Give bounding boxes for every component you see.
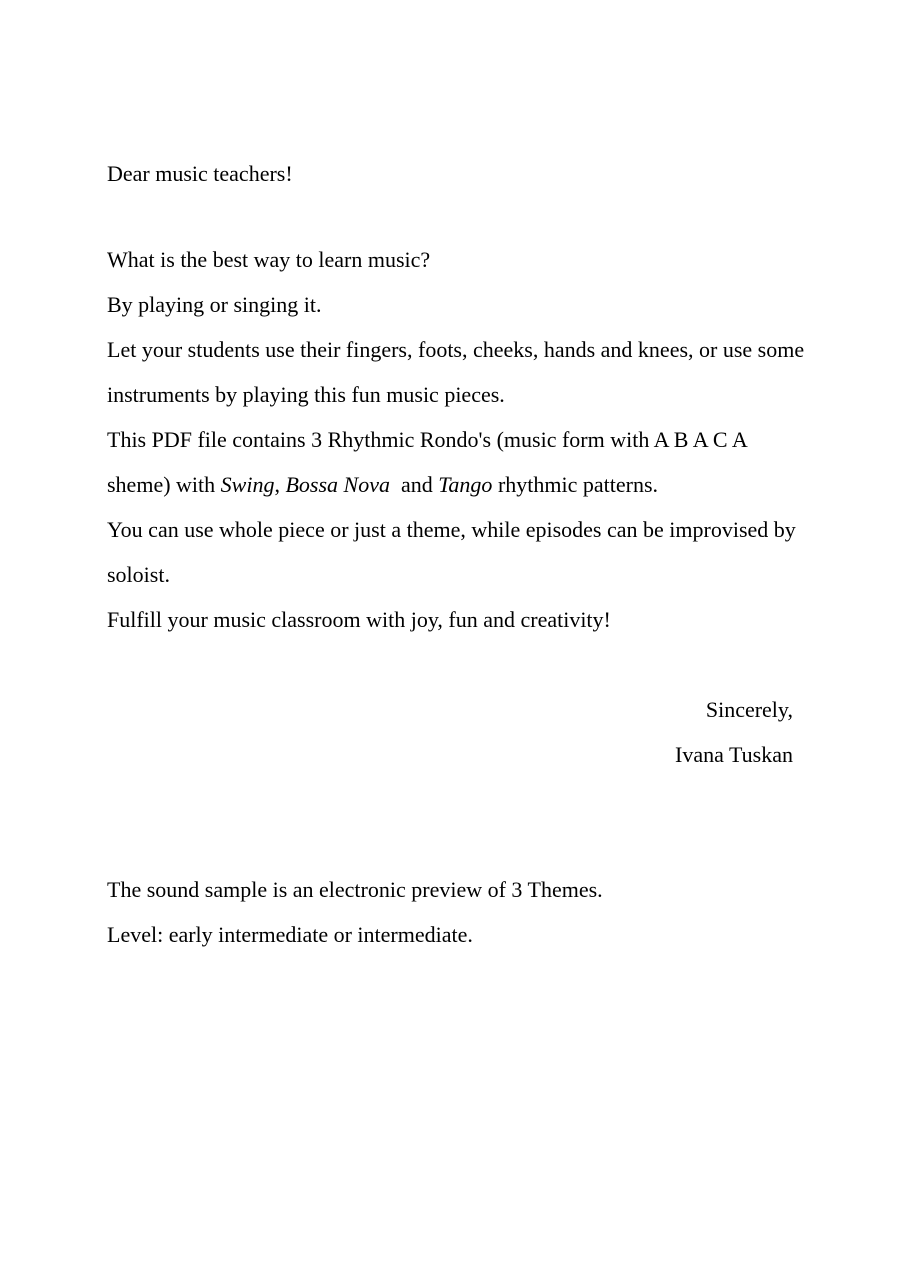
pdf-line-2-suffix: rhythmic patterns. [492,472,659,497]
pdf-line-1: This PDF file contains 3 Rhythmic Rondo's (music form with A B A C A [107,427,748,452]
usage-line-1: You can use whole piece or just a theme, while episodes can be improvised by [107,517,796,542]
pdf-line-2-comma: , [274,472,286,497]
answer-line: By playing or singing it. [107,292,322,317]
pattern-swing: Swing [220,472,275,497]
pattern-tango: Tango [438,472,493,497]
level-note: Level: early intermediate or intermediate. [107,922,473,947]
pdf-line-2-prefix: sheme) with [107,472,221,497]
students-line-1: Let your students use their fingers, foots, cheeks, hands and knees, or use some [107,337,805,362]
closing-wish: Fulfill your music classroom with joy, fun and creativity! [107,607,611,632]
usage-line-2: soloist. [107,562,170,587]
greeting: Dear music teachers! [107,161,293,186]
question-line: What is the best way to learn music? [107,247,431,272]
pattern-bossa-nova: Bossa Nova [285,472,390,497]
signature-closing: Sincerely, [705,697,793,722]
students-line-2: instruments by playing this fun music pieces. [107,382,505,407]
sound-sample-note: The sound sample is an electronic preview of 3 Themes. [107,877,603,902]
pdf-line-2-and: and [389,472,439,497]
pdf-line-2 [107,474,658,496]
signature-name: Ivana Tuskan [675,742,793,767]
